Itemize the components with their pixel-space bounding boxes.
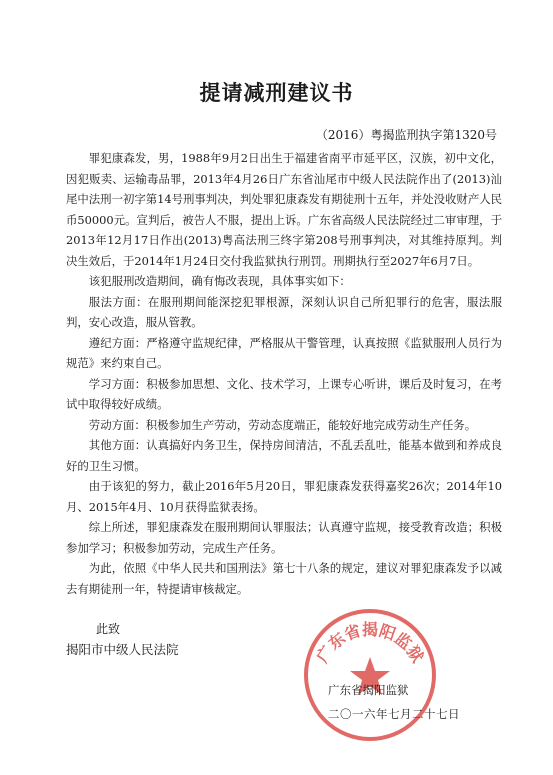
paragraph-case-info: 罪犯康森发，男，1988年9月2日出生于福建省南平市延平区，汉族，初中文化，因犯贩卖、运输毒品罪，2013年4月26日广东省汕尾市中级人民法院作出了(2013)汕尾中法刑一初字第14号刑事判决，判处罪犯康森发有期徒刑十五年，并处没收财产人民币50000元。宣判后，被告人不服，提出上诉。广东省高级人民法院经过二审审理，于2013年12月17日作出(2013)粤高法刑三终字第208号刑事判决，对其维持原判。判决生效后，于2014年1月24日交付我监狱执行刑罚。刑期执行至2027年6月7日。 — [66, 151, 502, 268]
paragraph-recommendation: 为此，依照《中华人民共和国刑法》第七十八条的规定，建议对罪犯康森发予以减去有期徒刑一年，特提请审核裁定。 — [66, 561, 502, 596]
paragraph-awards: 由于该犯的努力，截止2016年5月20日，罪犯康森发获得嘉奖26次；2014年10月、2015年4月、10月获得监狱表扬。 — [66, 479, 502, 514]
document-body — [66, 148, 502, 599]
paragraph-study: 学习方面：积极参加思想、文化、技术学习，上课专心听讲，课后及时复习，在考试中取得较好成绩。 — [66, 376, 502, 411]
paragraph-discipline: 遵纪方面：严格遵守监规纪律，严格服从干警管理，认真按照《监狱服刑人员行为规范》来约束自己。 — [66, 335, 502, 370]
paragraph-labor: 劳动方面：积极参加生产劳动，劳动态度端正，能较好地完成劳动生产任务。 — [88, 417, 477, 432]
paragraph-other: 其他方面：认真搞好内务卫生，保持房间清洁，不乱丢乱吐，能基本做到和养成良好的卫生习惯。 — [66, 438, 502, 473]
issuer-name: 广东省揭阳监狱 — [328, 683, 409, 697]
recipient-court: 揭阳市中级人民法院 — [66, 642, 179, 657]
official-seal-icon — [300, 605, 440, 745]
closing-phrase: 此致 — [96, 622, 121, 636]
seal-text: 广东省揭阳监狱 — [312, 620, 428, 667]
paragraph-summary: 综上所述，罪犯康森发在服刑期间认罪服法；认真遵守监规，接受教育改造；积极参加学习；积极参加劳动，完成生产任务。 — [66, 520, 502, 555]
document-title: 提请减刑建议书 — [199, 81, 354, 105]
document-number: （2016）粤揭监刑执字第1320号 — [315, 128, 497, 142]
paragraph-law-abiding: 服法方面：在服刑期间能深挖犯罪根源，深刻认识自己所犯罪行的危害，服法服判，安心改造，服从管教。 — [66, 294, 502, 329]
paragraph-intro-facts: 该犯服刑改造期间，确有悔改表现，具体事实如下： — [88, 274, 351, 288]
issue-date: 二〇一六年七月二十七日 — [328, 707, 460, 721]
